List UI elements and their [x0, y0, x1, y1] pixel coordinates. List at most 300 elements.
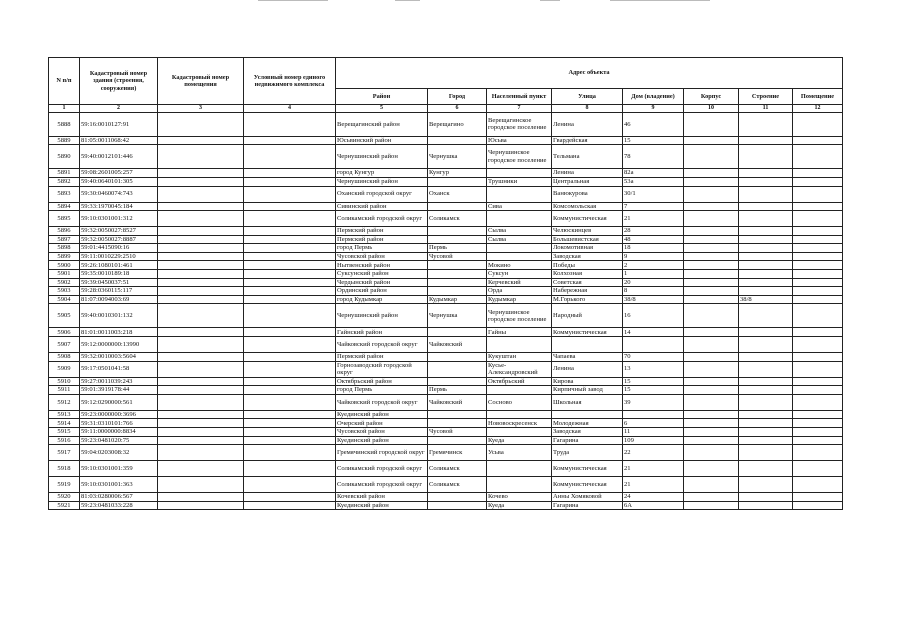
cell-locality: Октябрьский [487, 377, 552, 386]
cell-street: Школьная [552, 394, 623, 410]
cell-stroenie [739, 361, 793, 377]
cell-stroenie [739, 428, 793, 437]
cell-pomeshenie [793, 436, 843, 445]
cell-premise-cadastral [158, 202, 244, 211]
cell-korpus [684, 377, 739, 386]
cell-locality [487, 252, 552, 261]
cell-premise-cadastral [158, 252, 244, 261]
cell-district: Верещагинский район [336, 112, 428, 136]
cell-district: Октябрьский район [336, 377, 428, 386]
cell-building-cadastral: 59:01:3919178:44 [80, 386, 158, 395]
cell-house: 28 [623, 227, 684, 236]
table-row [49, 202, 843, 211]
cell-pomeshenie [793, 295, 843, 304]
cell-locality: Куеда [487, 501, 552, 510]
cell-district: Чайковский городской округ [336, 337, 428, 353]
cell-building-cadastral: 59:11:0000000:8834 [80, 428, 158, 437]
cell-premise-cadastral [158, 353, 244, 362]
cell-korpus [684, 328, 739, 337]
cell-premise-cadastral [158, 287, 244, 296]
cell-num: 5921 [49, 501, 80, 510]
cell-num: 5913 [49, 410, 80, 419]
cell-house: 11 [623, 428, 684, 437]
cell-street: Заводская [552, 428, 623, 437]
cell-district: Соликамский городской округ [336, 211, 428, 227]
cell-locality: Трушники [487, 177, 552, 186]
col-header-district: Район [336, 89, 428, 105]
cell-house: 78 [623, 145, 684, 169]
cell-premise-cadastral [158, 304, 244, 328]
cell-building-cadastral: 59:08:2601005:257 [80, 169, 158, 178]
cell-district: Чайковский городской округ [336, 394, 428, 410]
cell-house: 6 [623, 419, 684, 428]
cell-city: Кунгур [428, 169, 487, 178]
column-number: 11 [739, 105, 793, 113]
cell-house: 1 [623, 270, 684, 279]
cell-pomeshenie [793, 244, 843, 253]
cell-street: Колхозная [552, 270, 623, 279]
cell-street: Гвардейская [552, 136, 623, 145]
cell-locality: Суксун [487, 270, 552, 279]
cell-korpus [684, 261, 739, 270]
cell-stroenie [739, 461, 793, 477]
cell-locality: Юсьва [487, 136, 552, 145]
col-header-house: Дом (владение) [623, 89, 684, 105]
cell-city [428, 136, 487, 145]
cell-num: 5894 [49, 202, 80, 211]
cell-korpus [684, 252, 739, 261]
cell-pomeshenie [793, 353, 843, 362]
cell-building-cadastral: 59:23:0481033:228 [80, 501, 158, 510]
cell-korpus [684, 136, 739, 145]
table-row [49, 211, 843, 227]
cell-building-cadastral: 59:26:1080101:461 [80, 261, 158, 270]
column-number: 2 [80, 105, 158, 113]
cell-city: Оханск [428, 186, 487, 202]
cell-district: Юсьвинский район [336, 136, 428, 145]
cell-num: 5903 [49, 287, 80, 296]
cell-building-cadastral: 81:07:0094003:69 [80, 295, 158, 304]
cell-street: Чапаева [552, 353, 623, 362]
cell-street: Ленина [552, 169, 623, 178]
col-header-locality: Населенный пункт [487, 89, 552, 105]
cell-premise-cadastral [158, 186, 244, 202]
column-number: 12 [793, 105, 843, 113]
cell-city: Верещагино [428, 112, 487, 136]
cell-locality: Кудымкар [487, 295, 552, 304]
cell-building-cadastral: 59:31:0310101:766 [80, 419, 158, 428]
cell-building-cadastral: 59:23:0481020:75 [80, 436, 158, 445]
cell-complex-number [244, 270, 336, 279]
cell-pomeshenie [793, 112, 843, 136]
cell-num: 5896 [49, 227, 80, 236]
cell-num: 5889 [49, 136, 80, 145]
header-row [49, 58, 843, 89]
cell-stroenie: 38/8 [739, 295, 793, 304]
cell-street: Коммунистическая [552, 211, 623, 227]
cell-house: 21 [623, 477, 684, 493]
cell-locality [487, 211, 552, 227]
cell-pomeshenie [793, 477, 843, 493]
cell-house: 20 [623, 278, 684, 287]
cell-street: Коммунистическая [552, 461, 623, 477]
cell-num: 5911 [49, 386, 80, 395]
cell-num: 5909 [49, 361, 80, 377]
cell-street: Коммунистическая [552, 328, 623, 337]
cell-premise-cadastral [158, 145, 244, 169]
cell-house [623, 410, 684, 419]
cell-city: Чусовой [428, 252, 487, 261]
table-row [49, 410, 843, 419]
table-row [49, 261, 843, 270]
cell-locality: Сылва [487, 235, 552, 244]
cell-street: Труда [552, 445, 623, 461]
cell-district: Чердынский район [336, 278, 428, 287]
col-header-premise: Кадастровый номер помещения [158, 58, 244, 105]
cell-city: Гремячинск [428, 445, 487, 461]
cell-house: 46 [623, 112, 684, 136]
cell-pomeshenie [793, 169, 843, 178]
cell-district: город Пермь [336, 386, 428, 395]
cell-house: 53а [623, 177, 684, 186]
cell-complex-number [244, 337, 336, 353]
cell-complex-number [244, 386, 336, 395]
cell-num: 5908 [49, 353, 80, 362]
cell-district: Суксунский район [336, 270, 428, 279]
cell-premise-cadastral [158, 493, 244, 502]
cell-num: 5904 [49, 295, 80, 304]
cell-locality [487, 410, 552, 419]
cell-house: 24 [623, 493, 684, 502]
cell-pomeshenie [793, 419, 843, 428]
cell-premise-cadastral [158, 261, 244, 270]
cell-street: Народный [552, 304, 623, 328]
cell-num: 5917 [49, 445, 80, 461]
cell-locality: Мокино [487, 261, 552, 270]
cell-city: Соликамск [428, 211, 487, 227]
cell-complex-number [244, 211, 336, 227]
cell-street: Центральная [552, 177, 623, 186]
table-row [49, 436, 843, 445]
cell-premise-cadastral [158, 278, 244, 287]
cell-num: 5906 [49, 328, 80, 337]
cell-complex-number [244, 410, 336, 419]
table-row [49, 244, 843, 253]
cell-street: Гагарина [552, 436, 623, 445]
cell-house: 38/8 [623, 295, 684, 304]
cell-korpus [684, 235, 739, 244]
cell-premise-cadastral [158, 461, 244, 477]
cell-house [623, 337, 684, 353]
table-row [49, 177, 843, 186]
cell-district: Кочевский район [336, 493, 428, 502]
cell-num: 5888 [49, 112, 80, 136]
cell-korpus [684, 394, 739, 410]
cell-korpus [684, 202, 739, 211]
col-header-address: Адрес объекта [336, 58, 843, 89]
cell-building-cadastral: 59:17:0501041:58 [80, 361, 158, 377]
col-header-stroenie: Строение [739, 89, 793, 105]
cell-complex-number [244, 278, 336, 287]
cell-locality: Кукуштан [487, 353, 552, 362]
cell-building-cadastral: 59:40:0010301:132 [80, 304, 158, 328]
cell-num: 5916 [49, 436, 80, 445]
cell-premise-cadastral [158, 235, 244, 244]
cell-street: Тельмана [552, 145, 623, 169]
table-row [49, 287, 843, 296]
cell-locality: Орда [487, 287, 552, 296]
cell-complex-number [244, 394, 336, 410]
table-row [49, 337, 843, 353]
cell-premise-cadastral [158, 211, 244, 227]
cell-stroenie [739, 328, 793, 337]
cell-stroenie [739, 436, 793, 445]
cell-stroenie [739, 270, 793, 279]
column-number: 4 [244, 105, 336, 113]
cell-complex-number [244, 235, 336, 244]
cell-district: Соликамский городской округ [336, 461, 428, 477]
cell-house: 70 [623, 353, 684, 362]
cell-premise-cadastral [158, 394, 244, 410]
cell-building-cadastral: 59:12:0290000:561 [80, 394, 158, 410]
cell-pomeshenie [793, 337, 843, 353]
cell-premise-cadastral [158, 244, 244, 253]
cell-building-cadastral: 59:10:0301001:359 [80, 461, 158, 477]
cell-house: 15 [623, 136, 684, 145]
cell-house: 8 [623, 287, 684, 296]
scan-edge-mark [610, 0, 710, 1]
cell-street: Набережная [552, 287, 623, 296]
cell-pomeshenie [793, 361, 843, 377]
cell-street: Ванюкурова [552, 186, 623, 202]
table-row [49, 501, 843, 510]
table-row [49, 136, 843, 145]
cell-num: 5920 [49, 493, 80, 502]
cell-district: Ординский район [336, 287, 428, 296]
cell-building-cadastral: 59:32:0050027:8887 [80, 235, 158, 244]
cell-complex-number [244, 493, 336, 502]
cell-korpus [684, 112, 739, 136]
cell-korpus [684, 477, 739, 493]
cell-stroenie [739, 235, 793, 244]
cell-pomeshenie [793, 304, 843, 328]
cell-city [428, 436, 487, 445]
table-row [49, 445, 843, 461]
cell-pomeshenie [793, 287, 843, 296]
cell-pomeshenie [793, 394, 843, 410]
cell-korpus [684, 169, 739, 178]
cell-district: Очерский район [336, 419, 428, 428]
cell-korpus [684, 211, 739, 227]
cell-complex-number [244, 419, 336, 428]
cell-locality [487, 244, 552, 253]
cell-locality [487, 477, 552, 493]
cell-pomeshenie [793, 136, 843, 145]
cell-city: Чайковский [428, 337, 487, 353]
cell-locality: Сосново [487, 394, 552, 410]
table-row [49, 394, 843, 410]
cell-city: Пермь [428, 244, 487, 253]
cell-locality: Гайны [487, 328, 552, 337]
cell-pomeshenie [793, 270, 843, 279]
cell-complex-number [244, 328, 336, 337]
table-row [49, 186, 843, 202]
cell-district: Гайнский район [336, 328, 428, 337]
cell-stroenie [739, 394, 793, 410]
cell-pomeshenie [793, 377, 843, 386]
cell-num: 5918 [49, 461, 80, 477]
cell-city [428, 353, 487, 362]
cell-house: 14 [623, 328, 684, 337]
cell-complex-number [244, 377, 336, 386]
cell-locality: Кусье-Александровский [487, 361, 552, 377]
cell-num: 5895 [49, 211, 80, 227]
cell-complex-number [244, 287, 336, 296]
col-header-city: Город [428, 89, 487, 105]
cell-stroenie [739, 177, 793, 186]
cell-korpus [684, 501, 739, 510]
cell-house: 2 [623, 261, 684, 270]
cell-city [428, 419, 487, 428]
cell-korpus [684, 177, 739, 186]
column-number-row [49, 105, 843, 113]
cell-premise-cadastral [158, 436, 244, 445]
cell-pomeshenie [793, 278, 843, 287]
cell-street: Молодежная [552, 419, 623, 428]
col-header-street: Улица [552, 89, 623, 105]
cell-stroenie [739, 252, 793, 261]
cell-district: Чернушинский район [336, 304, 428, 328]
cell-premise-cadastral [158, 169, 244, 178]
cell-city: Соликамск [428, 461, 487, 477]
cell-pomeshenie [793, 261, 843, 270]
cell-house: 7 [623, 202, 684, 211]
table-body [49, 112, 843, 510]
cell-premise-cadastral [158, 428, 244, 437]
cell-korpus [684, 304, 739, 328]
cell-stroenie [739, 493, 793, 502]
cell-premise-cadastral [158, 361, 244, 377]
cell-city [428, 261, 487, 270]
cell-num: 5892 [49, 177, 80, 186]
cell-building-cadastral: 59:39:0450037:51 [80, 278, 158, 287]
cell-pomeshenie [793, 410, 843, 419]
cell-street: М.Горького [552, 295, 623, 304]
cell-street: Анны Хомяковой [552, 493, 623, 502]
cell-district: Пермский район [336, 353, 428, 362]
cell-complex-number [244, 202, 336, 211]
cell-premise-cadastral [158, 410, 244, 419]
cell-city [428, 278, 487, 287]
cell-pomeshenie [793, 186, 843, 202]
cell-house: 21 [623, 461, 684, 477]
cell-korpus [684, 337, 739, 353]
table-row [49, 112, 843, 136]
cell-stroenie [739, 419, 793, 428]
column-number: 10 [684, 105, 739, 113]
cell-stroenie [739, 244, 793, 253]
table-row [49, 270, 843, 279]
cell-city: Чайковский [428, 394, 487, 410]
cell-building-cadastral: 59:32:0050027:8527 [80, 227, 158, 236]
cell-building-cadastral: 59:30:0460074:743 [80, 186, 158, 202]
cell-korpus [684, 227, 739, 236]
cell-building-cadastral: 59:32:0010003:5604 [80, 353, 158, 362]
cell-district: Чусовской район [336, 428, 428, 437]
cell-city [428, 202, 487, 211]
cell-pomeshenie [793, 145, 843, 169]
cell-city [428, 177, 487, 186]
cell-locality [487, 428, 552, 437]
cell-locality [487, 169, 552, 178]
cell-complex-number [244, 361, 336, 377]
cell-complex-number [244, 136, 336, 145]
cell-pomeshenie [793, 202, 843, 211]
cell-stroenie [739, 410, 793, 419]
cell-district: Чернушинский район [336, 177, 428, 186]
cell-street: Комсомольская [552, 202, 623, 211]
cell-pomeshenie [793, 227, 843, 236]
cell-city: Кудымкар [428, 295, 487, 304]
cell-street: Ленина [552, 112, 623, 136]
cell-district: Горнозаводский городской округ [336, 361, 428, 377]
cell-district: город Кунгур [336, 169, 428, 178]
cell-premise-cadastral [158, 386, 244, 395]
cell-street: Ленина [552, 361, 623, 377]
cell-city [428, 328, 487, 337]
cell-district: Чусовской район [336, 252, 428, 261]
cell-locality [487, 386, 552, 395]
cell-city [428, 410, 487, 419]
cell-num: 5898 [49, 244, 80, 253]
cell-korpus [684, 145, 739, 169]
table-row [49, 227, 843, 236]
cell-building-cadastral: 59:40:0012101:446 [80, 145, 158, 169]
col-header-complex: Условный номер единого недвижимого комплекса [244, 58, 336, 105]
table-row [49, 428, 843, 437]
cell-premise-cadastral [158, 377, 244, 386]
cell-premise-cadastral [158, 177, 244, 186]
cell-complex-number [244, 186, 336, 202]
cell-pomeshenie [793, 252, 843, 261]
cell-locality: Керчевский [487, 278, 552, 287]
cell-stroenie [739, 227, 793, 236]
cell-locality: Чернушинское городское поселение [487, 304, 552, 328]
cell-premise-cadastral [158, 337, 244, 353]
cell-korpus [684, 186, 739, 202]
cell-district: Куединский район [336, 410, 428, 419]
cell-locality: Верещагинское городское поселение [487, 112, 552, 136]
cell-stroenie [739, 211, 793, 227]
cell-complex-number [244, 252, 336, 261]
cell-street: Локомотивная [552, 244, 623, 253]
cell-stroenie [739, 445, 793, 461]
cell-district: Соликамский городской округ [336, 477, 428, 493]
cell-stroenie [739, 304, 793, 328]
cell-building-cadastral: 59:04:0203008:32 [80, 445, 158, 461]
cell-num: 5912 [49, 394, 80, 410]
cell-premise-cadastral [158, 270, 244, 279]
cell-num: 5907 [49, 337, 80, 353]
cell-complex-number [244, 436, 336, 445]
cell-city: Пермь [428, 386, 487, 395]
cell-pomeshenie [793, 445, 843, 461]
cell-korpus [684, 270, 739, 279]
cell-stroenie [739, 186, 793, 202]
scan-edge-mark [258, 0, 328, 1]
cell-house: 30/1 [623, 186, 684, 202]
cell-stroenie [739, 353, 793, 362]
